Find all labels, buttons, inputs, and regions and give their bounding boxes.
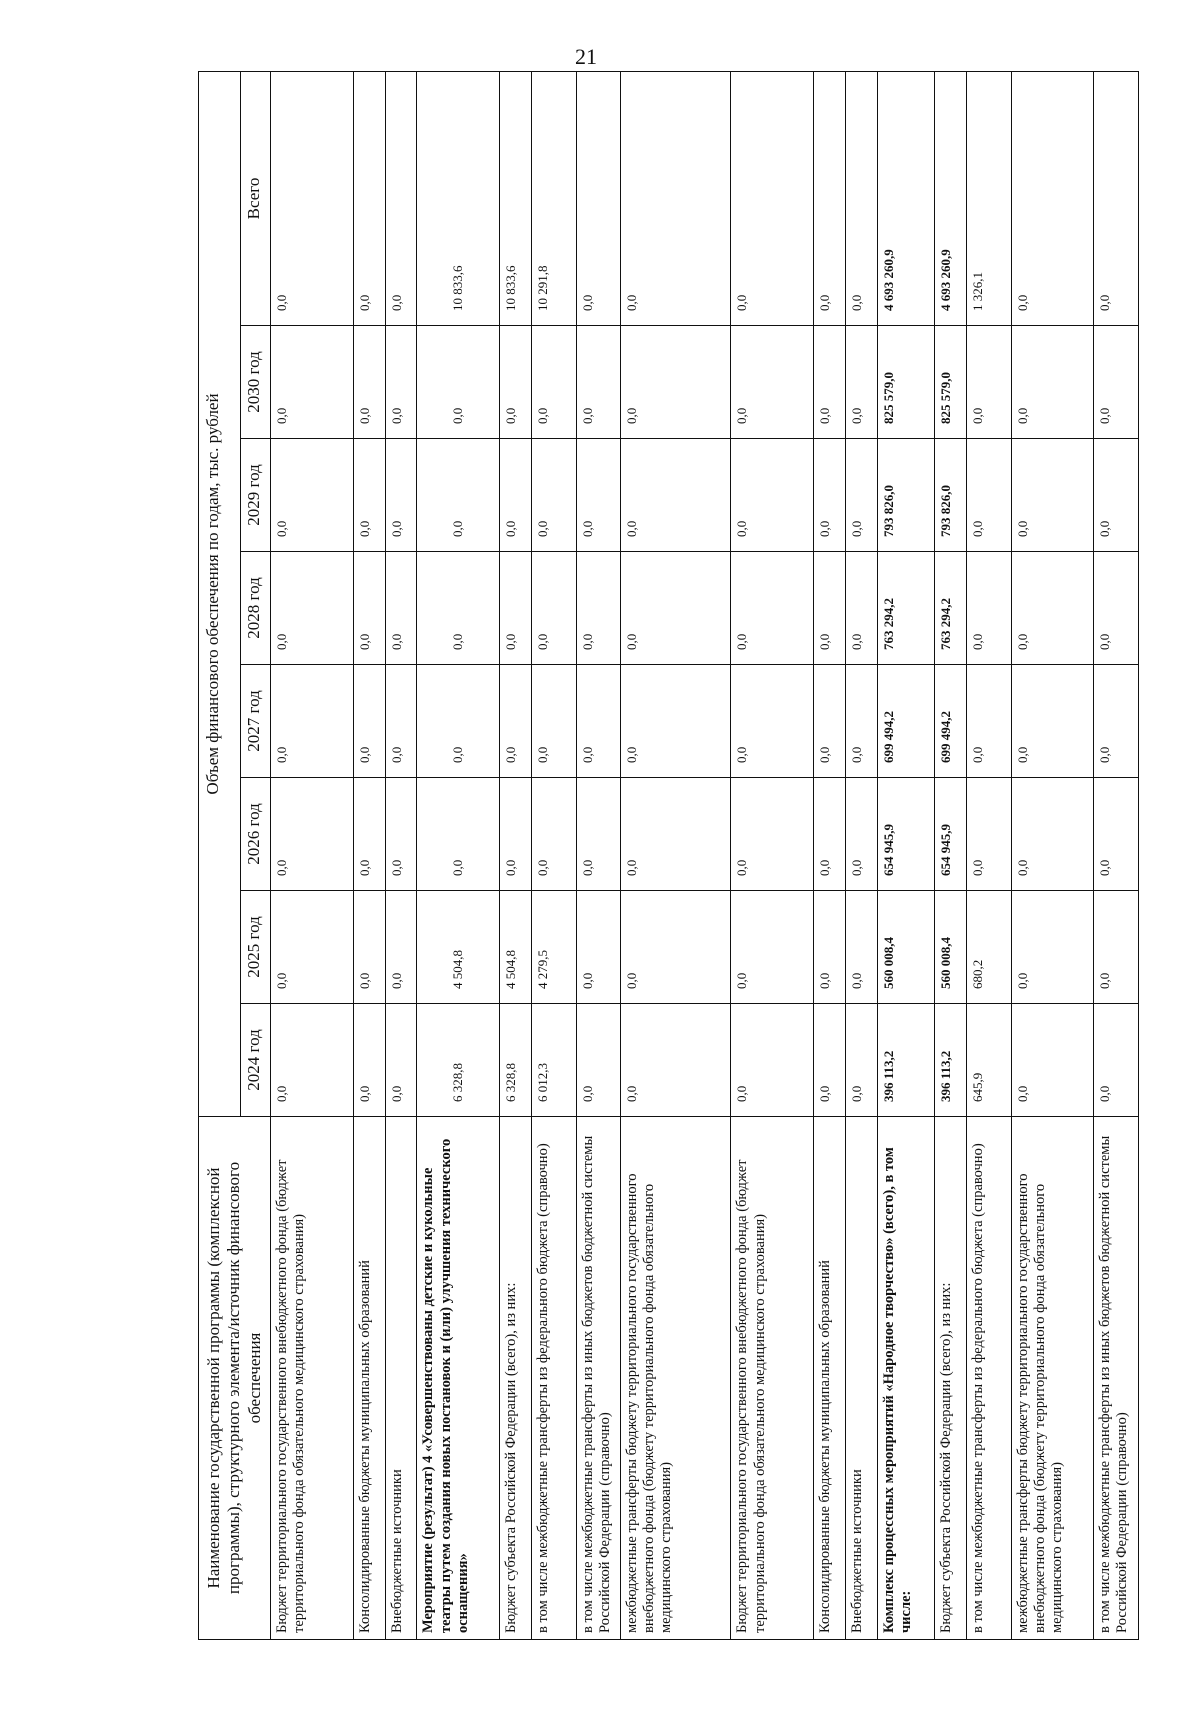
row-value: 0,0	[621, 665, 731, 778]
row-value-total: 10 833,6	[500, 71, 532, 325]
row-value: 0,0	[353, 891, 385, 1004]
row-value: 0,0	[731, 891, 814, 1004]
row-value-total: 4 693 260,9	[877, 71, 934, 325]
row-value: 0,0	[271, 439, 354, 552]
row-value: 0,0	[621, 439, 731, 552]
row-label: в том числе межбюджетные трансферты из федерального бюджета (справочно)	[532, 1117, 577, 1640]
table-row	[500, 71, 532, 1639]
row-value: 4 504,8	[500, 891, 532, 1004]
row-value: 0,0	[576, 891, 621, 1004]
row-value: 6 012,3	[532, 1004, 577, 1117]
row-value: 0,0	[967, 665, 1012, 778]
row-value: 0,0	[385, 778, 417, 891]
row-value: 0,0	[621, 891, 731, 1004]
row-value: 680,2	[967, 891, 1012, 1004]
row-value: 0,0	[814, 665, 846, 778]
row-label: в том числе межбюджетные трансферты из иных бюджетов бюджетной системы Российской Федерации (справочно)	[576, 1117, 621, 1640]
row-value: 0,0	[814, 439, 846, 552]
header-group-title: Объем финансового обеспечения по годам, тыс. рублей	[199, 71, 241, 1116]
row-value: 0,0	[1094, 891, 1139, 1004]
row-value: 699 494,2	[935, 665, 967, 778]
row-value: 0,0	[385, 552, 417, 665]
row-value-total: 1 326,1	[967, 71, 1012, 325]
row-value-total: 10 291,8	[532, 71, 577, 325]
row-value: 825 579,0	[877, 326, 934, 439]
row-value: 0,0	[385, 326, 417, 439]
row-value: 0,0	[500, 326, 532, 439]
row-label: Консолидированные бюджеты муниципальных образований	[814, 1117, 846, 1640]
row-value: 699 494,2	[877, 665, 934, 778]
row-value: 0,0	[353, 439, 385, 552]
row-value: 4 504,8	[417, 891, 500, 1004]
row-value: 0,0	[532, 665, 577, 778]
table-body	[271, 71, 1139, 1639]
row-value: 396 113,2	[877, 1004, 934, 1117]
row-value: 0,0	[576, 778, 621, 891]
table-row	[846, 71, 878, 1639]
row-value: 0,0	[576, 326, 621, 439]
table-row	[576, 71, 621, 1639]
row-value: 0,0	[532, 552, 577, 665]
row-value: 0,0	[1094, 326, 1139, 439]
header-year: 2028 год	[241, 552, 271, 665]
row-value: 825 579,0	[935, 326, 967, 439]
row-value-total: 0,0	[576, 71, 621, 325]
row-value: 0,0	[814, 778, 846, 891]
row-value: 0,0	[1011, 439, 1094, 552]
table-row	[621, 71, 731, 1639]
row-value: 0,0	[731, 778, 814, 891]
row-value: 0,0	[576, 665, 621, 778]
page-number: 21	[575, 44, 597, 69]
row-value: 645,9	[967, 1004, 1012, 1117]
row-value: 0,0	[967, 778, 1012, 891]
row-value: 0,0	[1011, 326, 1094, 439]
row-value: 0,0	[353, 778, 385, 891]
row-value: 0,0	[385, 439, 417, 552]
row-value: 0,0	[271, 891, 354, 1004]
row-label: межбюджетные трансферты бюджету территориального государственного внебюджетного фонда (бюджету территориального фонда обязательного медицинского страхования)	[1011, 1117, 1094, 1640]
row-value: 0,0	[353, 1004, 385, 1117]
header-year: 2026 год	[241, 778, 271, 891]
row-value: 0,0	[1011, 778, 1094, 891]
row-value: 0,0	[814, 1004, 846, 1117]
row-value-total: 0,0	[731, 71, 814, 325]
row-value: 0,0	[532, 778, 577, 891]
table-row	[935, 71, 967, 1639]
row-value: 396 113,2	[935, 1004, 967, 1117]
row-value: 0,0	[576, 552, 621, 665]
row-label: Консолидированные бюджеты муниципальных образований	[353, 1117, 385, 1640]
row-value: 654 945,9	[877, 778, 934, 891]
row-value: 0,0	[417, 326, 500, 439]
header-year: 2027 год	[241, 665, 271, 778]
table-row	[271, 71, 354, 1639]
header-year: 2029 год	[241, 439, 271, 552]
row-value: 0,0	[621, 1004, 731, 1117]
row-value: 0,0	[846, 1004, 878, 1117]
table-row	[1011, 71, 1094, 1639]
row-value: 0,0	[353, 665, 385, 778]
table-row	[731, 71, 814, 1639]
row-value: 0,0	[846, 552, 878, 665]
row-value: 0,0	[731, 665, 814, 778]
row-value: 0,0	[417, 665, 500, 778]
row-value: 0,0	[353, 552, 385, 665]
row-label: Комплекс процессных мероприятий «Народное творчество» (всего), в том числе:	[877, 1117, 934, 1640]
row-value: 0,0	[385, 891, 417, 1004]
row-label: Бюджет территориального государственного внебюджетного фонда (бюджет территориального фонда обязательного медицинского страхования)	[271, 1117, 354, 1640]
row-value: 0,0	[500, 778, 532, 891]
row-label: Бюджет субъекта Российской Федерации (всего), из них:	[935, 1117, 967, 1640]
rotated-table-container	[198, 72, 1139, 1640]
row-value: 0,0	[846, 778, 878, 891]
row-value: 0,0	[731, 1004, 814, 1117]
row-value: 0,0	[621, 778, 731, 891]
header-year: 2030 год	[241, 326, 271, 439]
row-value: 0,0	[417, 439, 500, 552]
row-label: Мероприятие (результат) 4 «Усовершенствованы детские и кукольные театры путем создания новых постановок и (или) улучшения технического оснащения»	[417, 1117, 500, 1640]
row-value: 0,0	[500, 665, 532, 778]
row-value: 0,0	[814, 326, 846, 439]
row-value: 763 294,2	[935, 552, 967, 665]
row-value: 0,0	[532, 326, 577, 439]
row-value-total: 10 833,6	[417, 71, 500, 325]
row-value-total: 0,0	[353, 71, 385, 325]
header-year-total: Всего	[241, 71, 271, 325]
row-value: 0,0	[1094, 552, 1139, 665]
row-value-total: 0,0	[621, 71, 731, 325]
row-value: 0,0	[576, 439, 621, 552]
row-value: 0,0	[1011, 1004, 1094, 1117]
row-value: 0,0	[967, 439, 1012, 552]
row-value: 0,0	[846, 891, 878, 1004]
row-value-total: 0,0	[814, 71, 846, 325]
row-value: 0,0	[846, 326, 878, 439]
row-value: 0,0	[417, 778, 500, 891]
row-value: 0,0	[500, 439, 532, 552]
row-value: 793 826,0	[877, 439, 934, 552]
row-value: 4 279,5	[532, 891, 577, 1004]
row-value: 0,0	[731, 439, 814, 552]
table-row	[967, 71, 1012, 1639]
financing-table	[198, 71, 1139, 1640]
row-value: 763 294,2	[877, 552, 934, 665]
row-value: 0,0	[846, 439, 878, 552]
table-row	[385, 71, 417, 1639]
row-value: 0,0	[500, 552, 532, 665]
row-value: 6 328,8	[500, 1004, 532, 1117]
row-label: Внебюджетные источники	[846, 1117, 878, 1640]
row-value-total: 0,0	[1011, 71, 1094, 325]
row-value-total: 0,0	[1094, 71, 1139, 325]
row-value: 0,0	[621, 552, 731, 665]
row-value: 0,0	[271, 778, 354, 891]
table-row	[814, 71, 846, 1639]
table-row	[1094, 71, 1139, 1639]
row-value: 0,0	[1094, 778, 1139, 891]
row-value-total: 0,0	[385, 71, 417, 325]
table-row	[417, 71, 500, 1639]
row-value: 0,0	[1011, 891, 1094, 1004]
row-value: 560 008,4	[877, 891, 934, 1004]
row-label: в том числе межбюджетные трансферты из иных бюджетов бюджетной системы Российской Федерации (справочно)	[1094, 1117, 1139, 1640]
row-value: 0,0	[731, 326, 814, 439]
row-value: 0,0	[353, 326, 385, 439]
table-row	[532, 71, 577, 1639]
row-value: 0,0	[532, 439, 577, 552]
row-value: 0,0	[271, 1004, 354, 1117]
row-value: 0,0	[814, 552, 846, 665]
row-value: 6 328,8	[417, 1004, 500, 1117]
table-row	[877, 71, 934, 1639]
row-label: Бюджет субъекта Российской Федерации (всего), из них:	[500, 1117, 532, 1640]
header-year: 2024 год	[241, 1004, 271, 1117]
row-value: 0,0	[731, 552, 814, 665]
row-label: Бюджет территориального государственного внебюджетного фонда (бюджет территориального фонда обязательного медицинского страхования)	[731, 1117, 814, 1640]
row-value: 793 826,0	[935, 439, 967, 552]
row-value: 0,0	[967, 552, 1012, 665]
row-value-total: 4 693 260,9	[935, 71, 967, 325]
row-value: 0,0	[621, 326, 731, 439]
row-value: 0,0	[1011, 552, 1094, 665]
header-name-column: Наименование государственной программы (комплексной программы), структурного элемента/источник финансового обеспечения	[199, 1117, 271, 1640]
row-value: 0,0	[1094, 439, 1139, 552]
row-label: межбюджетные трансферты бюджету территориального государственного внебюджетного фонда (бюджету территориального фонда обязательного медицинского страхования)	[621, 1117, 731, 1640]
row-value: 0,0	[576, 1004, 621, 1117]
row-value: 560 008,4	[935, 891, 967, 1004]
header-year: 2025 год	[241, 891, 271, 1004]
row-value: 654 945,9	[935, 778, 967, 891]
row-value: 0,0	[1094, 665, 1139, 778]
row-value: 0,0	[271, 665, 354, 778]
row-value: 0,0	[271, 552, 354, 665]
row-value: 0,0	[385, 665, 417, 778]
row-value-total: 0,0	[271, 71, 354, 325]
row-value: 0,0	[814, 891, 846, 1004]
row-value: 0,0	[417, 552, 500, 665]
row-value-total: 0,0	[846, 71, 878, 325]
row-label: в том числе межбюджетные трансферты из федерального бюджета (справочно)	[967, 1117, 1012, 1640]
table-row	[353, 71, 385, 1639]
row-label: Внебюджетные источники	[385, 1117, 417, 1640]
row-value: 0,0	[967, 326, 1012, 439]
row-value: 0,0	[846, 665, 878, 778]
row-value: 0,0	[271, 326, 354, 439]
row-value: 0,0	[385, 1004, 417, 1117]
row-value: 0,0	[1094, 1004, 1139, 1117]
row-value: 0,0	[1011, 665, 1094, 778]
